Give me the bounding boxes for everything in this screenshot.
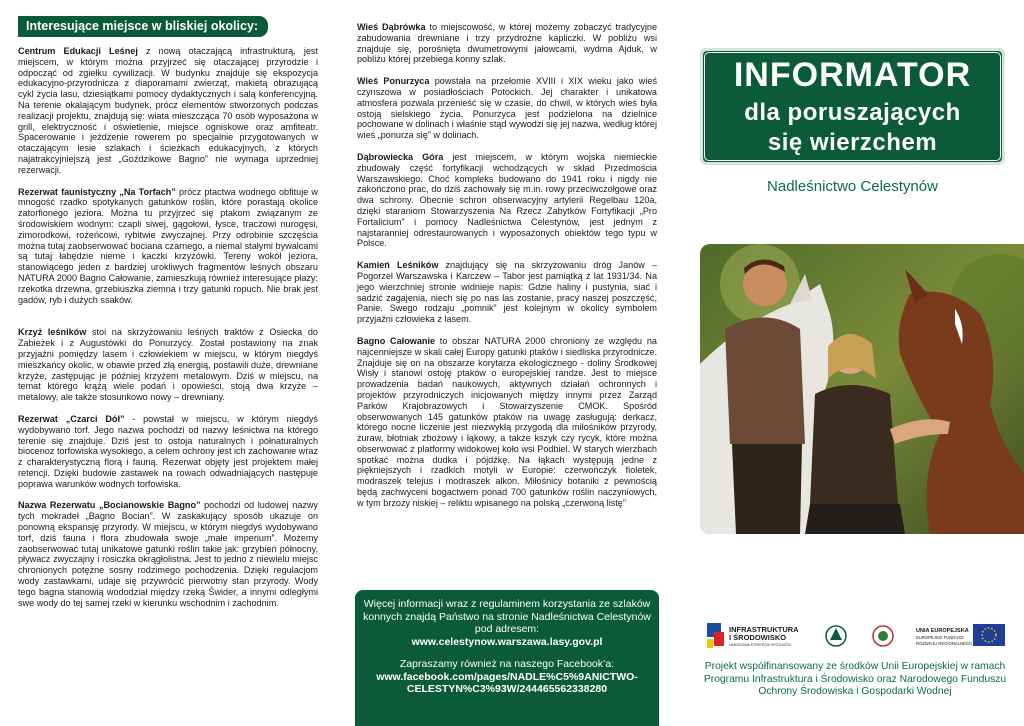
paragraph-dabrowka: Wieś Dąbrówka to miejscowość, w której możemy zobaczyć tradycyjne zabudowania drewniane i trzy przydrożne kapliczki. W pobliżu wsi znajduje się, porośnięta dwumetrowymi jałowcami, wydma Ajduk, w pobliżu której przebiega konny szlak. — [357, 22, 657, 65]
website-link[interactable]: www.celestynow.warszawa.lasy.gov.pl — [411, 635, 603, 648]
photo-illustration — [700, 244, 1024, 534]
svg-text:EUROPEJSKI FUNDUSZ: EUROPEJSKI FUNDUSZ — [916, 635, 964, 640]
svg-text:NARODOWA STRATEGIA SPÓJNOŚCI: NARODOWA STRATEGIA SPÓJNOŚCI — [729, 643, 792, 647]
paragraph-kamien: Kamień Leśników znajdujący się na skrzyżowaniu dróg Janów – Pogorzel Warszawska i Karczew – Tabor jest pamiątką z lat 1931/34. Na jego wierzchniej stronie widnieje napis: Gdzie haliny i pustynia, siać i sadzić zagajenia, niech się po nas las zostanie, pracy naszej poszczęść, Panie. Swego rodzaju „pomnik” jest kolejnym w okolicy symbolem przyjaźni człowieka z lasem. — [357, 260, 657, 325]
paragraph-ponurzyca: Wieś Ponurzyca powstała na przełomie XVIII i XIX wieku jako wieś czynszowa w posiadłościach Potockich. Jej charakter i unikatowa atmosfera pozwala przenieść się w czasie, do chwil, w których wieś była ostoją sielskiego życia. Ponurzyca jest podzielona na dzielnice pochowane w dolinach i właśnie stąd wywodzi się jej nazwa, według której wieś „ponurza się” w dolinach. — [357, 76, 657, 141]
left-column — [18, 0, 318, 608]
paragraph-na-torfach: Rezerwat faunistyczny „Na Torfach” prócz ptactwa wodnego obfituje w mnogość rzadko spotykanych gatunków roślin, które porastają okolice zatorfionego jeziora. Można tu przyjrzeć się ptakom związanym ze środowiskiem wodnym: czapli siwej, gągołowi, łysce, traczowi nurogęsi, zimorodkowi, rożeńcowi, rybitwie zwyczajnej. Przy odrobinie szczęścia można tutaj zaobserwować bociana czarnego, a niemal stałymi bywalcami są tutaj łabędzie nieme i kaczki krzyżówki. Tereny wokół jeziora, stanowiącego jeden z bardziej urokliwych fragmentów leśnych obszaru NATURA 2000 Bagno Całowanie, zamieszkują również interesujące płazy: rzekotka drzewna, grzebiuszka ziemna i trzy gatunki ropuch. Nie brak jest gadów, ryb i dużych ssaków. — [18, 186, 318, 305]
organization-name: Nadleśnictwo Celestynów — [767, 178, 938, 195]
subtitle: dla poruszających się wierzchem — [744, 99, 961, 156]
facebook-text: Zapraszamy również na naszego Facebook’a: — [399, 658, 615, 670]
riders-with-horses-photo — [700, 244, 1024, 534]
paragraph-bagno-calowanie: Bagno Całowanie to obszar NATURA 2000 chroniony ze względu na najcenniejsze w skali całej Europy gatunki ptaków i siedliska przyrodnicze. Znajduje się on na obszarze korytarza ekologicznego - doliny Środkowej Wisły i stanowi ostoję ptaków o europejskiej randze. Jest to miejsce prowadzenia badań naukowych, aktywnych działań ochronnych i projektów przyrodniczych inicjowanych między innymi przez Zarząd Parków Krajobrazowych i Stowarzyszenie CMOK. Spośród obserwowanych 145 gatunków ptaków na uwagę zasługują: derkacz, którego nocne liczenie jest niezwykłą przygodą dla miłośników przyrody, żuraw, błotniak zbożowy i łąkowy, a także kszyk czy rycyk, które można obserwować z platformy widokowej koło wsi Podbiel. W starych wierzbach spotkać można dudka i pójdźkę. Na łąkach występują jedne z piękniejszych i rzadkich motyli w Europie: czerwończyk fioletek, modraszek telejus i modraszek alkon. Miłośnicy botaniki z pewnością będą zachwyceni bogactwem ponad 700 gatunków roślin naczyniowych, w tym brzozy niskiej – reliktu wpisanego na polską „czerwoną listę” — [357, 335, 657, 508]
info-text: Więcej informacji wraz z regulaminem korzystania ze szlaków konnych znajdą Państwo na stronie Nadleśnictwa Celestynów pod adresem: — [363, 598, 651, 635]
section-header: Interesujące miejsce w bliskiej okolicy: — [18, 16, 268, 37]
paragraph-dabrowiecka-gora: Dąbrowiecka Góra jest miejscem, w którym wojska niemieckie zbudowały część fortyfikacji wchodzących w skład Przedmościa Warszawskiego. Choć kompleks budowano do 1941 roku i nigdy nie zakończono prac, do dziś zachowały się m.in. rowy przeciwczołgowe oraz dwa schrony. Obecnie schron obserwacyjny artylerii Regelbau 120a, dzięki staraniom Stowarzyszenia Na Rzecz Zabytków Fortyfikacji „Pro Fortalicium” i pomocy Nadleśnictwa Celestynów, jest jednym z najstaranniej odrestaurowanych i wyposażonych obiektów tego typu w Polsce. — [357, 151, 657, 249]
paragraph-bocianowskie: Nazwa Rezerwatu „Bocianowskie Bagno” pochodzi od ludowej nazwy tych mokradeł „Bagno Bocian”. W zaskakujący sposób ukazuje on ponowną ekspansję przyrody. W miejscu, w którym niegdyś wydobywano torf, dziś fauna i flora zbudowała swoje „małe imperium”. Możemy zaobserwować tutaj unikatowe gatunki roślin takie jak: grzybień północny, pływacz zwyczajny i rosiczka okrągłolistna. Jest to jedno z niewielu miejsc chronionych potężne sosny rodzimego pochodzenia. Dzięki regulacjom wody zastawkami, udaje się przywrócić pierwotny stan przyrody. Wody tego bagna stanowią wododział między rzeką Świder, a innymi odległymi swe wody do tej samej rzeki w kierunku wschodnim i zachodnim. — [18, 500, 318, 608]
info-box — [355, 590, 659, 726]
svg-text:ROZWOJU REGIONALNEGO: ROZWOJU REGIONALNEGO — [916, 641, 973, 646]
paragraph-czarci-dol: Rezerwat „Czarci Dół” - powstał w miejscu, w którym niegdyś wydobywano torf. Jego nazwa pochodzi od nazwy leśnictwa na którego terenie się znajduje. Dziś jest to ostoja naturalnych i półnaturalnych biocenoz torfowiska wysokiego, a celem ochrony jest ich zachowanie wraz z charakterystyczną florą i fauną. Rezerwat objęty jest projektem małej retencji. Dzięki budowie zastawek na rowach odwadniających następuje poprawa warunków wodnych torfowiska. — [18, 413, 318, 489]
logo-bar — [705, 620, 1010, 652]
lasy-panstwowe-logo — [826, 626, 846, 646]
middle-column — [357, 0, 657, 509]
facebook-link[interactable]: www.facebook.com/pages/NADLE%C5%9ANICTWO-CELESTYN%C3%93W/244465562338280 — [376, 670, 638, 695]
title: INFORMATOR — [733, 56, 972, 94]
title-box — [700, 48, 1005, 165]
paragraph-centrum: Centrum Edukacji Leśnej z nową otaczającą infrastrukturą, jest miejscem, w którym można przyjrzeć się otaczającej przyrodzie i odpocząć od zgiełku cywilizacji. W budynku znajduje się ekspozycja edukacyjno-przyrodnicza z diaporamami zwierząt, makietą obrazującą cykl życia lasu, dziesiątkami pomocy dydaktycznych i salą konferencyjną. Na terenie okalającym budynek, prócz elementów stworzonych podczas realizacji projektu, znajdują się: wiata mieszcząca 70 osób wyposażona w grill, elektryczność i oświetlenie, miejsce ogniskowe oraz amfiteatr. Spacerowanie i jeżdżenie rowerem po specjalnie przygotowanych w otaczającym lesie szlakach i ścieżkach edukacyjnych, z których najatrakcyjniejszą jest „Goździkowe Bagno” nie wymaga uprzedniej rezerwacji. — [18, 46, 318, 175]
partner-logos — [705, 620, 1010, 652]
infrastruktura-logo — [707, 623, 799, 648]
svg-text:I ŚRODOWISKO: I ŚRODOWISKO — [729, 633, 787, 642]
eu-logo — [916, 624, 1005, 646]
funding-note: Projekt współfinansowany ze środków Unii Europejskiej w ramach Programu Infrastruktura i Środowisko oraz Narodowego Funduszu Ochrony Środowiska i Gospodarki Wodnej — [703, 661, 1007, 697]
svg-text:INFRASTRUKTURA: INFRASTRUKTURA — [729, 625, 799, 634]
nfosigw-logo — [873, 626, 893, 646]
paragraph-krzyz: Krzyż leśników stoi na skrzyżowaniu leśnych traktów z Osiecka do Zabieżek i z Augustówki do Ponurzycy. Został postawiony na znak przyjaźni pomiędzy lasem i człowiekiem w miejscu, w którym niegdyś mieszkańcy okolic, w obawie przed złą energią, postawili duże, drewniane krzyże, zastępując je później krzyżem metalowym. Dziś w miejscu, na temat którego krążą wiele podań i opowieści, stoją dwa krzyże – metalowy, ale także stosunkowo nowy – drewniany. — [18, 327, 318, 403]
svg-text:UNIA EUROPEJSKA: UNIA EUROPEJSKA — [916, 628, 969, 634]
